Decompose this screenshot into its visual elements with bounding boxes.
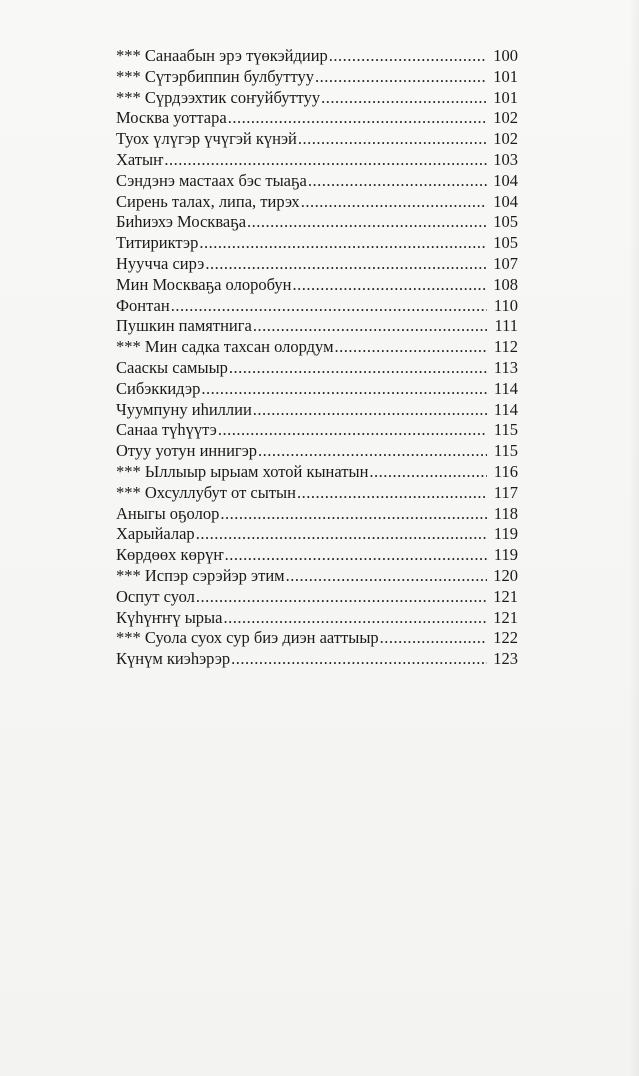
toc-entry [116, 150, 518, 171]
toc-entry [116, 192, 518, 213]
toc-entry [116, 108, 518, 129]
toc-entry-page-number: 107 [493, 253, 518, 273]
toc-entry-page-number: 104 [493, 191, 518, 211]
toc-entry-title: Москва уоттара [116, 108, 227, 128]
toc-entry-title: *** Сүтэрбиппин булбуттуу [116, 66, 314, 86]
toc-entry-page-number: 108 [493, 274, 518, 294]
toc-entry-page-number: 123 [493, 649, 518, 669]
toc-entry-page-number: 103 [493, 149, 518, 169]
toc-entry-page-number: 102 [493, 108, 518, 128]
toc-entry-title: Көрдөөх көрүҥ [116, 545, 224, 565]
toc-entry [116, 171, 518, 192]
toc-entry-page-number: 114 [493, 378, 518, 398]
toc-dot-leader [164, 150, 487, 171]
toc-entry [116, 254, 518, 275]
toc-entry-page-number: 118 [493, 503, 518, 523]
toc-dot-leader [253, 400, 487, 421]
toc-entry-title: Биһиэхэ Москваҕа [116, 212, 247, 232]
toc-entry-page-number: 105 [493, 212, 518, 232]
toc-dot-leader [329, 46, 487, 67]
toc-entry [116, 649, 518, 670]
toc-entry-page-number: 105 [493, 233, 518, 253]
toc-dot-leader [171, 296, 487, 317]
toc-dot-leader [253, 316, 487, 337]
toc-entry-page-number: 119 [493, 545, 518, 565]
toc-dot-leader [292, 275, 487, 296]
toc-entry [116, 462, 518, 483]
toc-dot-leader [315, 67, 487, 88]
toc-dot-leader [199, 233, 487, 254]
toc-entry-page-number: 101 [493, 87, 518, 107]
toc-entry [116, 212, 518, 233]
toc-entry-title: Санаа түһүүтэ [116, 420, 217, 440]
toc-dot-leader [297, 483, 487, 504]
toc-entry-title: *** Сүрдээхтик соҥуйбуттуу [116, 87, 321, 107]
toc-dot-leader [223, 608, 487, 629]
toc-dot-leader [247, 212, 487, 233]
toc-dot-leader [321, 88, 487, 109]
toc-entry [116, 545, 518, 566]
toc-entry [116, 524, 518, 545]
toc-entry-title: Сааскы самыыр [116, 357, 228, 377]
toc-entry [116, 379, 518, 400]
toc-entry-page-number: 122 [493, 628, 518, 648]
toc-entry-page-number: 115 [493, 420, 518, 440]
toc-entry-page-number: 116 [493, 461, 518, 481]
toc-entry-page-number: 121 [493, 607, 518, 627]
toc-dot-leader [301, 192, 487, 213]
toc-entry-title: Сибэккидэр [116, 378, 201, 398]
toc-entry-title: *** Охсуллубут от сытын [116, 482, 296, 502]
toc-dot-leader [218, 420, 487, 441]
toc-entry-title: Чуумпуну иһиллии [116, 399, 252, 419]
toc-entry [116, 67, 518, 88]
toc-entry [116, 337, 518, 358]
toc-dot-leader [225, 545, 487, 566]
toc-entry-title: Күһүҥҥү ырыа [116, 607, 223, 627]
toc-entry-title: Туох үлүгэр үчүгэй күнэй [116, 129, 297, 149]
toc-entry [116, 88, 518, 109]
toc-dot-leader [228, 108, 487, 129]
toc-entry [116, 628, 518, 649]
toc-entry-page-number: 104 [493, 170, 518, 190]
toc-entry-page-number: 114 [493, 399, 518, 419]
toc-entry-page-number: 115 [493, 441, 518, 461]
toc-entry [116, 233, 518, 254]
toc-entry [116, 441, 518, 462]
toc-entry-title: Хатыҥ [116, 149, 164, 169]
toc-entry [116, 587, 518, 608]
toc-entry-title: Аныгы оҕолор [116, 503, 220, 523]
toc-dot-leader [308, 171, 487, 192]
toc-entry [116, 608, 518, 629]
page-edge-shadow [629, 0, 639, 1076]
toc-entry [116, 420, 518, 441]
toc-entry-title: *** Ыллыыр ырыам хотой кынатын [116, 461, 369, 481]
toc-dot-leader [231, 649, 487, 670]
toc-entry [116, 400, 518, 421]
toc-entry-title: Сэндэнэ мастаах бэс тыаҕа [116, 170, 307, 190]
toc-dot-leader [196, 587, 487, 608]
toc-entry-page-number: 120 [493, 565, 518, 585]
toc-entry-title: Отуу уотун иннигэр [116, 441, 258, 461]
toc-dot-leader [258, 441, 487, 462]
toc-entry-page-number: 121 [493, 586, 518, 606]
toc-dot-leader [201, 379, 487, 400]
toc-entry-page-number: 101 [493, 66, 518, 86]
toc-entry-page-number: 112 [493, 337, 518, 357]
toc-entry-page-number: 102 [493, 129, 518, 149]
toc-entry [116, 129, 518, 150]
toc-entry [116, 358, 518, 379]
toc-dot-leader [220, 504, 487, 525]
toc-dot-leader [196, 524, 487, 545]
toc-entry [116, 566, 518, 587]
toc-entry [116, 46, 518, 67]
toc-entry [116, 275, 518, 296]
toc-dot-leader [229, 358, 487, 379]
toc-entry-title: Фонтан [116, 295, 170, 315]
toc-entry-title: *** Испэр сэрэйэр этим [116, 565, 285, 585]
toc-entry-title: Харыйалар [116, 524, 195, 544]
toc-dot-leader [205, 254, 487, 275]
toc-entry-page-number: 117 [493, 482, 518, 502]
toc-entry-title: *** Суола суох сур биэ диэн ааттыыр [116, 628, 379, 648]
toc-dot-leader [335, 337, 487, 358]
toc-dot-leader [369, 462, 487, 483]
table-of-contents [116, 46, 518, 670]
toc-entry-title: Мин Москваҕа олоробун [116, 274, 292, 294]
toc-entry-title: Күнүм киэһэрэр [116, 649, 231, 669]
toc-entry-page-number: 110 [493, 295, 518, 315]
toc-entry-page-number: 111 [494, 316, 518, 336]
toc-entry [116, 483, 518, 504]
toc-entry-title: Титириктэр [116, 233, 199, 253]
toc-entry-title: Нуучча сирэ [116, 253, 205, 273]
toc-entry-title: Оспут суол [116, 586, 195, 606]
toc-entry-title: *** Мин садка тахсан олордум [116, 337, 334, 357]
toc-entry-title: Пушкин памятнига [116, 316, 252, 336]
toc-entry [116, 316, 518, 337]
toc-entry [116, 296, 518, 317]
toc-entry-title: Сирень талах, липа, тирэх [116, 191, 300, 211]
toc-dot-leader [380, 628, 487, 649]
toc-entry-page-number: 100 [493, 46, 518, 65]
toc-dot-leader [286, 566, 487, 587]
toc-dot-leader [298, 129, 487, 150]
toc-entry-page-number: 119 [493, 524, 518, 544]
toc-entry [116, 504, 518, 525]
toc-entry-page-number: 113 [493, 357, 518, 377]
toc-entry-title: *** Санаабын эрэ түөкэйдиир [116, 46, 328, 65]
